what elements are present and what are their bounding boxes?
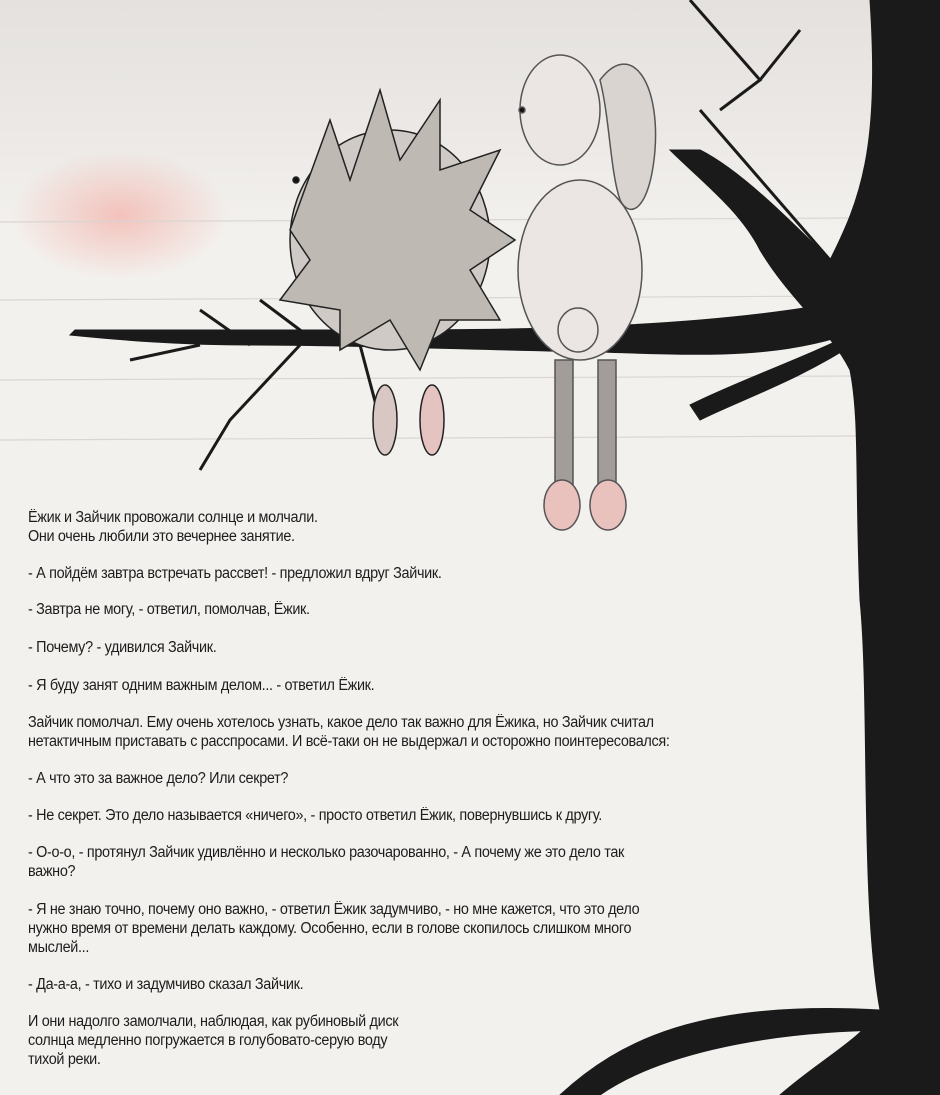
story-line: - А что это за важное дело? Или секрет? [28, 770, 289, 787]
story-line: - Я буду занят одним важным делом... - ответил Ёжик. [28, 677, 375, 694]
story-line: - Не секрет. Это дело называется «ничего», - просто ответил Ёжик, повернувшись к другу. [28, 807, 602, 824]
story-line: - Почему? - удивился Зайчик. [28, 639, 217, 656]
story-line: Они очень любили это вечернее занятие. [28, 528, 295, 545]
story-line: - О-о-о, - протянул Зайчик удивлённо и несколько разочарованно, - А почему же это дело так [28, 844, 624, 861]
sun [10, 150, 230, 280]
story-line: нужно время от времени делать каждому. Особенно, если в голове скопилось слишком много [28, 920, 632, 937]
story-paragraph [28, 806, 602, 825]
story-paragraph [28, 900, 639, 957]
story-line: И они надолго замолчали, наблюдая, как рубиновый диск [28, 1013, 399, 1030]
story-paragraph [28, 769, 288, 788]
story-paragraph [28, 843, 624, 881]
story-paragraph [28, 713, 670, 751]
story-paragraph [28, 676, 374, 695]
story-line: Ёжик и Зайчик провожали солнце и молчали. [28, 509, 318, 526]
story-paragraph [28, 564, 442, 583]
story-line: Зайчик помолчал. Ему очень хотелось узнать, какое дело так важно для Ёжика, но Зайчик считал [28, 714, 654, 731]
story-line: тихой реки. [28, 1051, 101, 1068]
story-line: мыслей... [28, 939, 90, 956]
story-line: нетактичным приставать с расспросами. И всё-таки он не выдержал и осторожно поинтересовался: [28, 733, 670, 750]
story-paragraph [28, 600, 310, 619]
story-line: солнца медленно погружается в голубовато-серую воду [28, 1032, 388, 1049]
story-paragraph [28, 975, 303, 994]
story-line: - А пойдём завтра встречать рассвет! - предложил вдруг Зайчик. [28, 565, 442, 582]
story-line: важно? [28, 863, 76, 880]
story-line: - Да-а-а, - тихо и задумчиво сказал Зайчик. [28, 976, 304, 993]
story-paragraph [28, 638, 216, 657]
story-paragraph [28, 1012, 398, 1069]
story-line: - Завтра не могу, - ответил, помолчав, Ёжик. [28, 601, 310, 618]
story-line: - Я не знаю точно, почему оно важно, - ответил Ёжик задумчиво, - но мне кажется, что это дело [28, 901, 640, 918]
story-paragraph [28, 508, 318, 546]
bunny [518, 55, 656, 530]
